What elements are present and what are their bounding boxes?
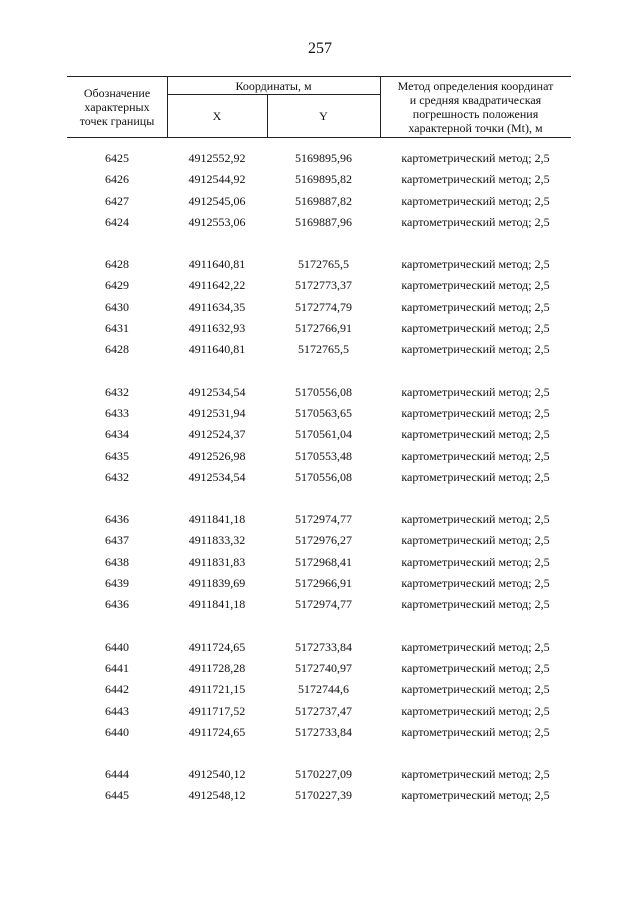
table-row xyxy=(67,339,571,360)
method-cell: картометрический метод; 2,5 xyxy=(401,299,550,314)
header-point-line: Обозначение xyxy=(83,86,151,100)
point-id-cell: 6432 xyxy=(105,384,129,399)
point-id-cell: 6429 xyxy=(105,278,129,293)
y-coordinate-cell: 5170556,08 xyxy=(295,384,352,399)
header-method-line: и средняя квадратическая xyxy=(409,93,542,107)
point-id-cell: 6424 xyxy=(105,214,129,229)
table-row xyxy=(67,467,571,488)
point-id-cell: 6433 xyxy=(105,405,129,420)
x-coordinate-cell: 4911640,81 xyxy=(188,342,246,357)
point-id-cell: 6445 xyxy=(105,788,129,803)
table-header xyxy=(67,76,571,138)
method-cell: картометрический метод; 2,5 xyxy=(401,767,550,782)
y-coordinate-cell: 5172773,37 xyxy=(295,278,352,293)
y-coordinate-cell: 5172976,27 xyxy=(295,533,352,548)
x-coordinate-cell: 4912544,92 xyxy=(188,172,246,187)
point-id-cell: 6435 xyxy=(105,448,129,463)
y-coordinate-cell: 5172737,47 xyxy=(295,703,352,718)
page-number: 257 xyxy=(308,40,332,57)
method-cell: картометрический метод; 2,5 xyxy=(401,724,550,739)
method-cell: картометрический метод; 2,5 xyxy=(401,448,550,463)
table-row xyxy=(67,785,571,806)
point-id-cell: 6437 xyxy=(105,533,129,548)
y-coordinate-cell: 5172744,6 xyxy=(298,682,349,697)
point-id-cell: 6440 xyxy=(105,639,129,654)
point-id-cell: 6425 xyxy=(105,151,129,165)
method-cell: картометрический метод; 2,5 xyxy=(401,151,550,165)
x-coordinate-cell: 4912526,98 xyxy=(188,448,246,463)
method-cell: картометрический метод; 2,5 xyxy=(401,682,550,697)
table-row xyxy=(67,275,571,296)
row-group xyxy=(67,148,571,233)
point-id-cell: 6427 xyxy=(105,193,129,208)
point-id-cell: 6442 xyxy=(105,682,129,697)
y-coordinate-cell: 5170561,04 xyxy=(295,427,352,442)
table-row xyxy=(67,254,571,275)
table-row xyxy=(67,191,571,212)
x-coordinate-cell: 4911728,28 xyxy=(188,660,246,675)
method-cell: картометрический метод; 2,5 xyxy=(401,257,550,272)
method-cell: картометрический метод; 2,5 xyxy=(401,214,550,229)
x-coordinate-cell: 4911724,65 xyxy=(188,724,246,739)
y-coordinate-cell: 5172974,77 xyxy=(295,512,352,527)
x-coordinate-cell: 4911721,15 xyxy=(188,682,246,697)
x-coordinate-cell: 4912534,54 xyxy=(188,469,246,484)
method-cell: картометрический метод; 2,5 xyxy=(401,512,550,527)
x-coordinate-cell: 4911839,69 xyxy=(188,576,246,591)
point-id-cell: 6428 xyxy=(105,342,129,357)
header-method-line: погрешность положения xyxy=(412,107,539,121)
row-group xyxy=(67,254,571,360)
header-point-line: характерных xyxy=(84,100,150,114)
method-cell: картометрический метод; 2,5 xyxy=(401,639,550,654)
row-group xyxy=(67,509,571,615)
point-id-cell: 6444 xyxy=(105,767,129,782)
method-cell: картометрический метод; 2,5 xyxy=(401,576,550,591)
x-coordinate-cell: 4911724,65 xyxy=(188,639,246,654)
point-id-cell: 6426 xyxy=(105,172,129,187)
row-group xyxy=(67,764,571,807)
row-group xyxy=(67,382,571,488)
table-row xyxy=(67,446,571,467)
header-x: X xyxy=(212,109,222,123)
x-coordinate-cell: 4911634,35 xyxy=(188,299,246,314)
y-coordinate-cell: 5172966,91 xyxy=(295,576,352,591)
header-method-line: Метод определения координат xyxy=(397,79,554,93)
table-row xyxy=(67,658,571,679)
point-id-cell: 6431 xyxy=(105,321,129,336)
y-coordinate-cell: 5169895,82 xyxy=(295,172,352,187)
method-cell: картометрический метод; 2,5 xyxy=(401,554,550,569)
y-coordinate-cell: 5170227,39 xyxy=(295,788,352,803)
x-coordinate-cell: 4911632,93 xyxy=(188,321,246,336)
x-coordinate-cell: 4911833,32 xyxy=(188,533,246,548)
x-coordinate-cell: 4912553,06 xyxy=(188,214,246,229)
y-coordinate-cell: 5172740,97 xyxy=(295,660,352,675)
header-subdivider xyxy=(167,94,380,95)
table-row xyxy=(67,594,571,615)
table-row xyxy=(67,722,571,743)
table-row xyxy=(67,297,571,318)
table-row xyxy=(67,318,571,339)
table-row xyxy=(67,552,571,573)
y-coordinate-cell: 5170227,09 xyxy=(295,767,352,782)
y-coordinate-cell: 5170556,08 xyxy=(295,469,352,484)
table-row xyxy=(67,573,571,594)
point-id-cell: 6434 xyxy=(105,427,129,442)
method-cell: картометрический метод; 2,5 xyxy=(401,278,550,293)
x-coordinate-cell: 4911640,81 xyxy=(188,257,246,272)
y-coordinate-cell: 5172765,5 xyxy=(298,257,349,272)
method-cell: картометрический метод; 2,5 xyxy=(401,533,550,548)
row-group xyxy=(67,637,571,743)
y-coordinate-cell: 5172774,79 xyxy=(295,299,352,314)
point-id-cell: 6440 xyxy=(105,724,129,739)
x-coordinate-cell: 4912531,94 xyxy=(188,405,246,420)
x-coordinate-cell: 4912548,12 xyxy=(188,788,246,803)
y-coordinate-cell: 5172766,91 xyxy=(295,321,352,336)
y-coordinate-cell: 5172733,84 xyxy=(295,639,352,654)
point-id-cell: 6432 xyxy=(105,469,129,484)
y-coordinate-cell: 5169895,96 xyxy=(295,151,352,165)
table-row xyxy=(67,212,571,233)
point-id-cell: 6436 xyxy=(105,597,129,612)
y-coordinate-cell: 5169887,96 xyxy=(295,214,352,229)
y-coordinate-cell: 5169887,82 xyxy=(295,193,352,208)
method-cell: картометрический метод; 2,5 xyxy=(401,342,550,357)
table-row xyxy=(67,509,571,530)
method-cell: картометрический метод; 2,5 xyxy=(401,427,550,442)
method-cell: картометрический метод; 2,5 xyxy=(401,788,550,803)
x-coordinate-cell: 4912540,12 xyxy=(188,767,246,782)
y-coordinate-cell: 5172974,77 xyxy=(295,597,352,612)
table-row xyxy=(67,637,571,658)
method-cell: картометрический метод; 2,5 xyxy=(401,660,550,675)
table-row xyxy=(67,424,571,445)
point-id-cell: 6428 xyxy=(105,257,129,272)
x-coordinate-cell: 4912552,92 xyxy=(188,151,246,165)
method-cell: картометрический метод; 2,5 xyxy=(401,703,550,718)
method-cell: картометрический метод; 2,5 xyxy=(401,597,550,612)
header-method xyxy=(380,79,571,135)
point-id-cell: 6430 xyxy=(105,299,129,314)
x-coordinate-cell: 4911717,52 xyxy=(188,703,246,718)
table-row xyxy=(67,530,571,551)
point-id-cell: 6443 xyxy=(105,703,129,718)
method-cell: картометрический метод; 2,5 xyxy=(401,469,550,484)
x-coordinate-cell: 4912534,54 xyxy=(188,384,246,399)
method-cell: картометрический метод; 2,5 xyxy=(401,172,550,187)
header-y: Y xyxy=(319,109,328,123)
table-row xyxy=(67,764,571,785)
point-id-cell: 6439 xyxy=(105,576,129,591)
y-coordinate-cell: 5172733,84 xyxy=(295,724,352,739)
y-coordinate-cell: 5172765,5 xyxy=(298,342,349,357)
table-row xyxy=(67,679,571,700)
point-id-cell: 6436 xyxy=(105,512,129,527)
table-body xyxy=(67,148,571,828)
table-row xyxy=(67,701,571,722)
method-cell: картометрический метод; 2,5 xyxy=(401,193,550,208)
y-coordinate-cell: 5170563,65 xyxy=(295,405,352,420)
table-row xyxy=(67,382,571,403)
table-row xyxy=(67,403,571,424)
x-coordinate-cell: 4911841,18 xyxy=(188,512,246,527)
x-coordinate-cell: 4911642,22 xyxy=(188,278,246,293)
point-id-cell: 6441 xyxy=(105,660,129,675)
x-coordinate-cell: 4912545,06 xyxy=(188,193,246,208)
x-coordinate-cell: 4911831,83 xyxy=(188,554,246,569)
header-point-designation xyxy=(67,86,167,128)
table-row xyxy=(67,148,571,169)
header-coordinates: Координаты, м xyxy=(235,79,312,93)
method-cell: картометрический метод; 2,5 xyxy=(401,405,550,420)
header-point-line: точек границы xyxy=(79,114,155,128)
table-row xyxy=(67,169,571,190)
y-coordinate-cell: 5170553,48 xyxy=(295,448,352,463)
point-id-cell: 6438 xyxy=(105,554,129,569)
x-coordinate-cell: 4912524,37 xyxy=(188,427,246,442)
y-coordinate-cell: 5172968,41 xyxy=(295,554,352,569)
method-cell: картометрический метод; 2,5 xyxy=(401,384,550,399)
x-coordinate-cell: 4911841,18 xyxy=(188,597,246,612)
method-cell: картометрический метод; 2,5 xyxy=(401,321,550,336)
header-method-line: характерной точки (Mt), м xyxy=(408,121,543,135)
